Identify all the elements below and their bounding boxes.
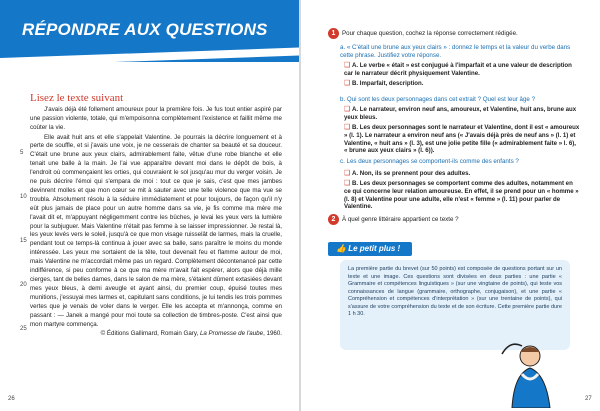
petit-plus-tab <box>328 242 412 256</box>
title-banner <box>0 0 299 62</box>
option-text: B. Imparfait, description. <box>352 80 424 87</box>
option-text: B. Les deux personnages sont le narrateur et Valentine, dont il est « amoureux » (l. 1). Le narrateur a environ neuf ans (« J'avais déjà près de neuf ans » (l. 1) et Valentine, « huit ans » (l. 3), est une jolie petite fille (« admirablement faite » l. 6), « brune aux yeux clairs » (l. 6)). <box>344 124 580 155</box>
checkbox-icon[interactable]: ❑ <box>344 80 351 87</box>
excerpt-paragraph-1: J'avais déjà été follement amoureux pour la première fois. Je fus tout entier aspiré par une passion violente, totale, qui m'empoisonna complètement l'existence et faillit même me coûter la vie. <box>30 106 282 131</box>
petit-plus-title: Le petit plus ! <box>348 244 401 253</box>
petit-plus-panel <box>340 260 570 350</box>
banner-stripe <box>0 48 299 62</box>
line-number: 5 <box>20 150 24 156</box>
credit-book-title: La Promesse de l'aube <box>199 330 264 338</box>
book-gutter <box>299 0 301 411</box>
left-page <box>0 0 299 411</box>
line-number: 15 <box>20 238 27 244</box>
checkbox-icon[interactable]: ❑ <box>344 170 351 177</box>
option-text: A. Le narrateur, environ neuf ans, amoureux, et Valentine, huit ans, brune aux yeux bleus. <box>344 106 577 121</box>
character-hair <box>520 347 540 352</box>
excerpt-credit <box>30 330 282 339</box>
answer-option[interactable] <box>344 106 580 122</box>
question-1c-label: c. Les deux personnages se comportent-ils comme des enfants ? <box>340 158 519 165</box>
pointing-arm <box>502 344 522 354</box>
question-number-badge: 2 <box>328 214 339 225</box>
line-number: 20 <box>20 282 27 288</box>
petit-plus-text: La première partie du brevet (sur 50 points) est composée de questions portant sur un texte et une image. Ces questions sont divisées en deux parties : une partie « Grammaire et compétences linguistiques » (sur une vingtaine de points), qui teste vos connaissances de langue (grammaire, orthographe, conjugaison), et une partie « Compréhension et compétences d'interprétation » (sur une trentaine de points), qui s'assure de votre compréhension du texte et de son écriture. Cette première partie dure 1 h 30. <box>348 266 562 317</box>
option-text: A. Le verbe « était » est conjugué à l'imparfait et a une valeur de description car le narrateur décrit physiquement Valentine. <box>344 62 572 77</box>
question-2-prompt: À quel genre littéraire appartient ce texte ? <box>342 216 459 223</box>
credit-prefix: © Éditions Gallimard, Romain Gary, <box>100 330 200 338</box>
checkbox-icon[interactable]: ❑ <box>344 180 351 187</box>
excerpt-text <box>30 106 282 340</box>
thumbs-up-icon: 👍 <box>336 244 346 253</box>
credit-year: , 1960. <box>263 330 282 338</box>
question-1-prompt: Pour chaque question, cochez la réponse correctement rédigée. <box>342 30 518 37</box>
question-number-badge: 1 <box>328 28 339 39</box>
answer-option[interactable] <box>344 170 580 178</box>
line-number: 10 <box>20 194 27 200</box>
line-number: 25 <box>20 326 27 332</box>
question-1a-label: a. « C'était une brune aux yeux clairs » : donnez le temps et la valeur du verbe dans cette phrase. Justifiez votre réponse. <box>340 44 571 59</box>
option-text: B. Les deux personnages se comportent comme des adultes, notamment en ce qui concerne leur relation amoureuse. En effet, il se prend pour un « homme » (l. 8) et Valentine pour une adulte, elle n'est « femme » (l. 11) pour parler de Valentine. <box>344 180 579 211</box>
answer-option[interactable] <box>344 124 580 155</box>
page-number-right: 27 <box>585 396 592 402</box>
answer-option[interactable] <box>344 62 580 78</box>
character-body <box>512 368 550 408</box>
answer-option[interactable] <box>344 180 580 211</box>
answer-option[interactable] <box>344 80 580 88</box>
checkbox-icon[interactable]: ❑ <box>344 124 351 131</box>
checkbox-icon[interactable]: ❑ <box>344 106 351 113</box>
teacher-illustration-icon <box>490 338 560 408</box>
option-text: A. Non, ils se prennent pour des adultes. <box>352 170 471 177</box>
page-title: RÉPONDRE AUX QUESTIONS <box>22 20 268 39</box>
section-subtitle: Lisez le texte suivant <box>30 92 124 104</box>
question-1b-label: b. Qui sont les deux personnages dans cet extrait ? Quel est leur âge ? <box>340 96 536 103</box>
page-number-left: 26 <box>8 396 15 402</box>
excerpt-paragraph-2: Elle avait huit ans et elle s'appelait Valentine. Je pourrais la décrire longuement et à perte de souffle, et si j'avais une voix, je ne cesserais de chanter sa beauté et sa douceur. C'était une brune aux yeux clairs, admirablement faite, vêtue d'une robe blanche et elle tenait une balle à la main. Je l'ai vue apparaître devant moi dans le dépôt de bois, à l'endroit où commençaient les orties, qui couvraient le sol jusqu'au mur du verger voisin. Je ne puis décrire l'émoi qui s'empara de moi : tout ce que je sais, c'est que mes jambes devinrent molles et que mon cœur se mit à sauter avec une telle violence que ma vue se troubla. Absolument résolu à la séduire immédiatement et pour toujours, de façon qu'il n'y eût plus jamais de place pour un autre homme dans sa vie, je fis comme ma mère me l'avait dit et, m'appuyant négligemment contre les bûches, je levai les yeux vers la lumière pour la subjuguer. Mais Valentine n'était pas femme à se laisser impressionner. Je restai là, les yeux levés vers le soleil, jusqu'à ce que mon visage ruisselât de larmes, mais la cruelle, pendant tout ce temps-là continua à jouer avec sa balle, sans paraître le moins du monde intéressée. Les yeux me sortaient de la tête, tout devenait feu et flamme autour de moi, mais Valentine ne m'accordait même pas un regard. Complètement décontenancé par cette indifférence, si peu conforme à ce que ma mère m'avait fait espérer, alors que déjà mille cierges, tant de belles dames, dans le salon de ma mère, s'étaient dûment extasiées devant mes yeux bleus, à demi aveugle et ayant ainsi, du premier coup, épuisé toutes mes munitions, j'essuyai mes larmes et, capitulant sans conditions, je lui tendis les trois pommes vertes que je venais de voler dans le verger. Elle les accepta et m'annonça, comme en passant : — Janek a mangé pour moi toute sa collection de timbres-poste. C'est ainsi que mon martyre commença. <box>30 133 282 328</box>
checkbox-icon[interactable]: ❑ <box>344 62 351 69</box>
